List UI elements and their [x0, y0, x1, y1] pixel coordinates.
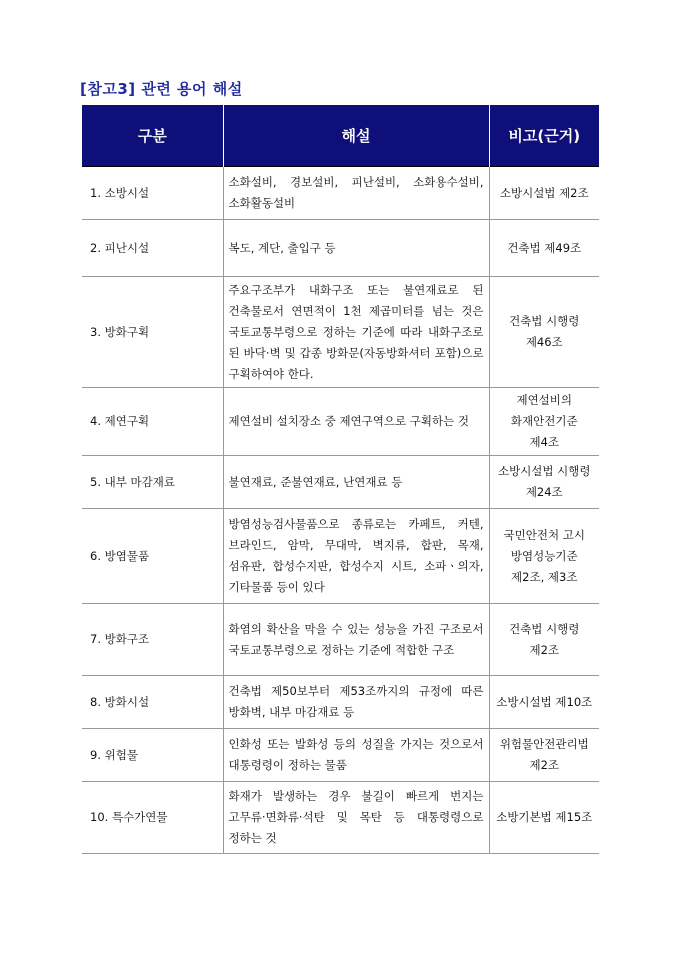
table-row: [82, 782, 599, 854]
term-cell: 5. 내부 마감재료: [82, 456, 223, 509]
term-cell: 7. 방화구조: [82, 604, 223, 676]
term-cell: 2. 피난시설: [82, 220, 223, 277]
description-cell: 화재가 발생하는 경우 불길이 빠르게 번지는 고무류·면화류·석탄 및 목탄 등 대통령령으로 정하는 것: [223, 782, 489, 854]
table-row: [82, 509, 599, 604]
term-cell: 9. 위험물: [82, 729, 223, 782]
header-category: 구분: [82, 105, 223, 167]
term-cell: 4. 제연구획: [82, 388, 223, 456]
description-cell: 주요구조부가 내화구조 또는 불연재료로 된 건축물로서 연면적이 1천 제곱미터를 넘는 것은 국토교통부령으로 정하는 기준에 따라 내화구조로 된 바닥·벽 및 갑종 방화문(자동방화셔터 포함)으로 구획하여야 한다.: [223, 277, 489, 388]
description-cell: 복도, 계단, 출입구 등: [223, 220, 489, 277]
header-description: 해설: [223, 105, 489, 167]
table-row: [82, 456, 599, 509]
description-cell: 소화설비, 경보설비, 피난설비, 소화용수설비, 소화활동설비: [223, 167, 489, 220]
table-row: [82, 277, 599, 388]
table-row: [82, 604, 599, 676]
table-header-row: [82, 105, 599, 167]
description-cell: 인화성 또는 발화성 등의 성질을 가지는 것으로서 대통령령이 정하는 물품: [223, 729, 489, 782]
term-cell: 8. 방화시설: [82, 676, 223, 729]
term-cell: 3. 방화구획: [82, 277, 223, 388]
description-cell: 방염성능검사물품으로 종류로는 카페트, 커텐, 브라인드, 암막, 무대막, 벽지류, 합판, 목재, 섬유판, 합성수지판, 합성수지 시트, 소파ㆍ의자, 기타물품 등이 있다: [223, 509, 489, 604]
basis-cell: 건축법 시행령 제2조: [489, 604, 599, 676]
terms-table: [82, 105, 599, 854]
basis-cell: 소방기본법 제15조: [489, 782, 599, 854]
basis-cell: 국민안전처 고시 방염성능기준 제2조, 제3조: [489, 509, 599, 604]
table-row: [82, 676, 599, 729]
description-cell: 건축법 제50보부터 제53조까지의 규정에 따른 방화벽, 내부 마감재료 등: [223, 676, 489, 729]
term-cell: 10. 특수가연물: [82, 782, 223, 854]
table-row: [82, 167, 599, 220]
description-cell: 불연재료, 준불연재료, 난연재료 등: [223, 456, 489, 509]
term-cell: 6. 방염물품: [82, 509, 223, 604]
header-basis: 비고(근거): [489, 105, 599, 167]
basis-cell: 위험물안전관리법 제2조: [489, 729, 599, 782]
description-cell: 제연설비 설치장소 중 제연구역으로 구획하는 것: [223, 388, 489, 456]
table-row: [82, 388, 599, 456]
basis-cell: 소방시설법 제10조: [489, 676, 599, 729]
basis-cell: 건축법 시행령 제46조: [489, 277, 599, 388]
term-cell: 1. 소방시설: [82, 167, 223, 220]
basis-cell: 제연설비의 화재안전기준 제4조: [489, 388, 599, 456]
page-title: [참고3] 관련 용어 해설: [80, 80, 243, 98]
table-row: [82, 220, 599, 277]
basis-cell: 건축법 제49조: [489, 220, 599, 277]
basis-cell: 소방시설법 제2조: [489, 167, 599, 220]
description-cell: 화염의 확산을 막을 수 있는 성능을 가진 구조로서 국토교통부령으로 정하는 기준에 적합한 구조: [223, 604, 489, 676]
basis-cell: 소방시설법 시행령 제24조: [489, 456, 599, 509]
table-row: [82, 729, 599, 782]
